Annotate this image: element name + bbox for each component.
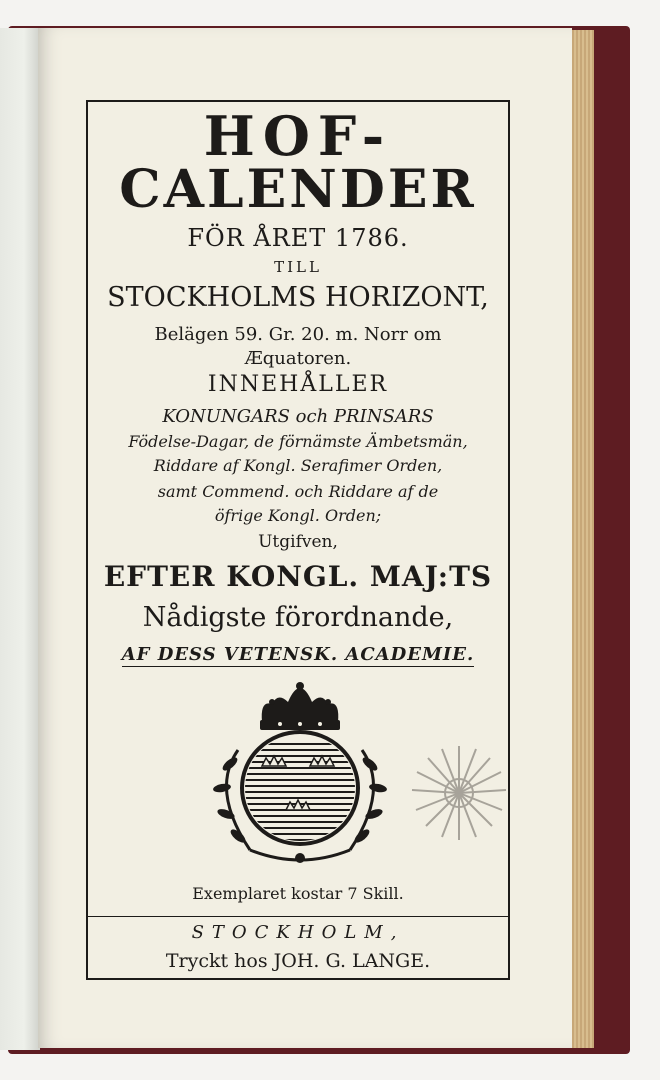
horizon-line: STOCKHOLMS HORIZONT, [107, 282, 489, 313]
till-line: TILL [274, 258, 322, 276]
printer-line: Tryckt hos JOH. G. LANGE. [165, 950, 431, 972]
contents-line-4: samt Commend. och Riddare af de [157, 482, 439, 501]
nadigste-line: Nådigste förordnande, [142, 602, 454, 633]
year-line: FÖR ÅRET 1786. [187, 224, 409, 252]
divider-rule [88, 916, 508, 917]
city-line: STOCKHOLM, [191, 922, 405, 943]
title-line-calender: CALENDER [119, 159, 477, 220]
contents-line-5: öfrige Kongl. Orden; [214, 506, 382, 525]
published-line: Utgifven, [258, 532, 338, 552]
starburst-stamp-icon [404, 738, 514, 848]
contents-line-3: Riddare af Kongl. Serafimer Orden, [153, 456, 443, 475]
title-frame [86, 100, 510, 980]
title-page [38, 28, 572, 1048]
title-line-hof: HOF- [203, 104, 393, 168]
latitude-line: Belägen 59. Gr. 20. m. Norr om [154, 324, 442, 345]
price-line: Exemplaret kostar 7 Skill. [192, 884, 404, 903]
contents-line-2: Födelse-Dagar, de förnämste Ämbetsmän, [128, 432, 468, 451]
contents-line-1: KONUNGARS och PRINSARS [162, 406, 434, 427]
efter-line: EFTER KONGL. MAJ:TS [103, 560, 493, 593]
left-page [0, 28, 40, 1050]
academie-text: AF DESS VETENSK. ACADEMIE. [121, 644, 475, 665]
equator-line: Æquatoren. [244, 348, 352, 369]
academie-line [88, 644, 508, 665]
contents-heading: INNEHÅLLER [207, 372, 389, 397]
swedish-coat-of-arms-icon [190, 680, 410, 870]
